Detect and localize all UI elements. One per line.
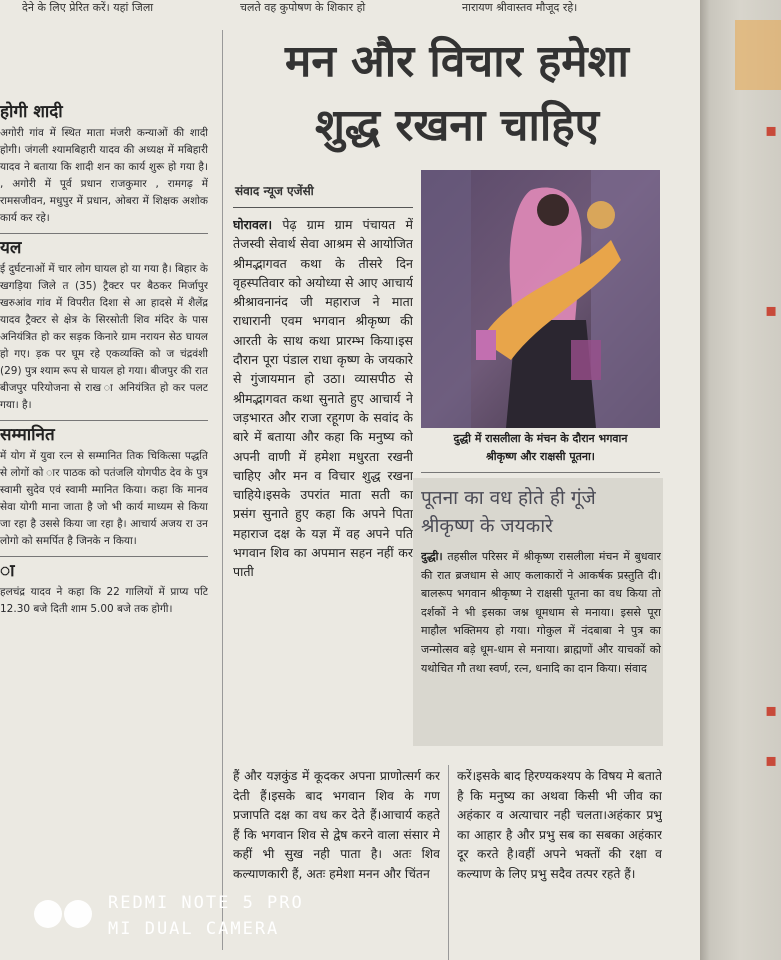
column-divider [222, 30, 223, 950]
watermark-circle-icon [64, 900, 92, 928]
watermark-line-1: REDMI NOTE 5 PRO [108, 893, 304, 913]
adjacent-page-edge [700, 0, 781, 960]
side-dateline: दुद्धी। [421, 550, 443, 563]
caption-line-1: दुद्धी में रासलीला के मंचन के दौरान भगवान [453, 432, 628, 445]
side-headline-line-1: पूतना का वध होते ही गूंजे [421, 487, 596, 509]
left-heading-3: सम्मानित [0, 425, 55, 445]
main-article-body: पेढ़ ग्राम ग्राम पंचायत में तेजस्वी सेवार्थ सेवा आश्रम से आयोजित श्रीमद्भागवत कथा के तीसरे दिन वृहस्पतिवार को अयोध्या से आए आचार्य श्रीश्रावनानंद जी महाराज ने माता राधारानी एवम भगवान श्रीकृष्ण की आरती के साथ कथा प्रारम्भ किया।इस दौरान पूरा पंडाल राधा कृष्ण के जयकारे से गुंजायमान हो उठा। व्यासपीठ से श्रीमद्भागवत कथा सुनाते हुए आचार्य ने जड़भारत और राजा रहूगण के सवांद के बारे में बताया और कहा कि मनुष्य को अपनी वाणी में हमेशा मधुरता रखनी चाहिए और मन व विचार शुद्ध रखना चाहिये।इसके उपरांत माता सती का प्रसंग सुनाते हुए कहा कि अपने पिता महाराज दक्ष के यज्ञ में वह अपने पति भगवान शिव का अपमान सहन नहीं कर पाती [233, 217, 413, 580]
photo-caption [421, 430, 660, 466]
dateline: घोरावल। [233, 217, 273, 232]
edge-color-block [735, 20, 781, 90]
caption-line-2: श्रीकृष्ण और राक्षसी पूतना। [486, 450, 595, 463]
byline: संवाद न्यूज एजेंसी [235, 184, 314, 198]
side-story-headline [421, 484, 661, 540]
photo-illustration [421, 170, 660, 428]
main-article-column [233, 215, 413, 775]
rasleela-photo [421, 170, 660, 428]
left-divider [0, 420, 208, 421]
main-headline [222, 30, 692, 158]
article-continuation-2: करें।इसके बाद हिरण्यकश्यप के विषय मे बताते है कि मनुष्य का अथवा किसी भी जीव का अहंकार व अत्याचार नही चलता।अहंकार प्रभु का आहार है और प्रभु सब का सबका अहंकार दूर करते है।वहीं अपने भक्तों की रक्षा व कल्याण के लिए प्रभु सदैव तत्पर रहते हैं। [457, 769, 662, 881]
left-text-2: ई दुर्घटनाओं में चार लोग घायल हो या गया है। बिहार के खगड़िया जिले त (35) ट्रैक्टर पर बैठकर मिर्जापुर खरुआंव गांव में विपरीत दिशा से आ हादसे में शैलेंद्र यादव ट्रैक्टर से क्षेत्र के सिरसोती शिव मंदिर के पास अनियंत्रित हो कर सड़क किनारे ग्राम नरायन सेठ घायल हो गए। ड़क पर घूम रहे एकव्यक्ति को ज चंद्रवंशी (29) पुत्र श्याम रूप से घायल हो गया। बीजपुर की रात बीजपुर परियोजना से राख ा अनियंत्रित हो कर पलट गया। है। [0, 263, 208, 411]
headline-line-2: शुद्ध रखना चाहिए [315, 100, 599, 151]
headline-line-1: मन और विचार हमेशा [285, 36, 629, 87]
edge-red-mark: ▪ [765, 300, 778, 321]
left-text-4: हलचंद्र यादव ने कहा कि 22 गालियों में प्राप्य पटि 12.30 बजे दिती शाम 5.00 बजे तक होगी। [0, 586, 208, 615]
top-strip-text-2: चलते वह कुपोषण के शिकार हो [240, 1, 366, 14]
camera-watermark-logo [34, 900, 94, 932]
camera-watermark [108, 890, 304, 942]
article-continuation-1: हैं और यज्ञकुंड में कूदकर अपना प्राणोत्सर्ग कर देती हैं।इसके बाद भगवान शिव के गण प्रजापति दक्ष का वध कर देते हैं।आचार्य कहते हैं कि भगवान शिव से द्वेष करने वाला संसार मे कहीं भी सुख नही पाता है। अतः शिव कल्याणकारी हैं, अतः हमेशा मनन और चिंतन [233, 769, 440, 881]
left-text-1: अगोरी गांव में स्थित माता मंजरी कन्याओं की शादी होगी। जंगली श्यामबिहारी यादव की अध्यक्ष में मबिहारी यादव ने बताया कि शादी शन का कार्य शुरू हो गया है। , अगोरी में पूर्व प्रधान राजकुमार , रामगढ़ में रामसजीवन, मधुपुर में प्रधान, ओबरा में शिक्षक अशोक कार्य कर रहे। [0, 127, 208, 224]
top-strip [0, 0, 700, 14]
edge-red-mark: ▪ [765, 120, 778, 141]
edge-red-mark: ▪ [765, 700, 778, 721]
watermark-circle-icon [34, 900, 62, 928]
side-headline-line-2: श्रीकृष्ण के जयकारे [421, 515, 553, 537]
watermark-line-2: MI DUAL CAMERA [108, 919, 280, 939]
left-column [0, 24, 208, 960]
top-strip-text-3: नारायण श्रीवास्तव मौजूद रहे। [462, 1, 578, 14]
side-story-text [421, 548, 661, 744]
left-divider [0, 233, 208, 234]
caption-divider [421, 472, 660, 473]
byline-divider [233, 207, 413, 208]
left-heading-4: ा [0, 561, 15, 581]
left-text-3: में योग में युवा रत्न से सम्मानित तिक चिकित्सा पद्धति से लोगों को ार पाठक को पतंजलि योगपीठ देव के पुत्र स्वामी सुदेव एवं स्वामी म्मानित किया। कहा कि मानव सेवा योगी माना जाता है जो भी कार्य माध्यम से किया जा रहा है उससे किया जा रहा है। आचार्य अजय रा उन लोगो को समर्पित है जिनके न किया। [0, 450, 208, 547]
edge-red-mark: ▪ [765, 750, 778, 771]
side-story-body: तहसील परिसर में श्रीकृष्ण रासलीला मंचन में बुधवार की रात ब्रजधाम से आए कलाकारों ने आकर्षक प्रस्तुति दी। बालरूप भगवान श्रीकृष्ण ने राक्षसी पूतना का वध किया तो दर्शकों ने भी इसका जश्न धूमधाम से मनाया। इससे पूरा माहौल भक्तिमय हो गया। गोकुल में नंदबाबा ने पुत्र का जन्मोत्सव बड़े धूम-धाम से मनाया। ब्राह्मणों और याचकों को यथोचित गौ तथा स्वर्ण, रत्न, धनादि का दान किया। संवाद [421, 550, 661, 675]
left-divider [0, 556, 208, 557]
top-strip-text-1: देने के लिए प्रेरित करें। यहां जिला [22, 1, 154, 14]
left-heading-1: होगी शादी [0, 102, 63, 122]
bottom-divider [448, 765, 449, 960]
left-heading-2: यल [0, 238, 22, 258]
